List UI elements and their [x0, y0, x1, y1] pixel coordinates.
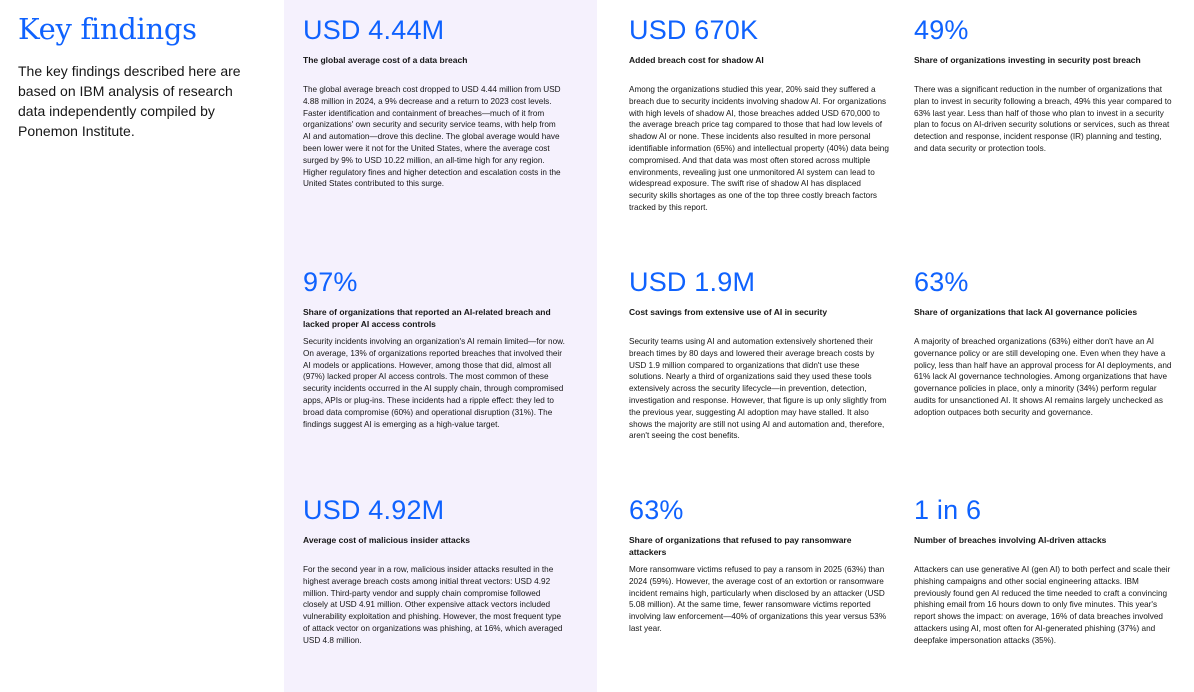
finding-label: Share of organizations that reported an AI-related breach and lacked proper AI access controls [303, 307, 551, 329]
finding-ai-cost-savings [629, 264, 891, 442]
finding-body: Among the organizations studied this year, 20% said they suffered a breach due to security incidents involving shadow AI. For organizations with high levels of shadow AI, those breaches added USD 670,000 to the average breach price tag compared to those that had low levels of shadow AI or none. These incidents also resulted in more personal identifiable information (65%) and intellectual property (40%) data being compromised. And that data was most often stored across multiple environments, revealing just one unmonitored AI system can lead to widespread exposure. The swift rise of shadow AI has displaced security skills shortages as one of the top three costly breach factors tracked by this report. [629, 85, 889, 212]
finding-label: Share of organizations investing in security post breach [914, 55, 1141, 65]
finding-stat: 63% [914, 267, 969, 297]
finding-global-average-cost [303, 12, 565, 190]
finding-stat: USD 4.44M [303, 15, 445, 45]
finding-body: Security teams using AI and automation extensively shortened their breach times by 80 days and lowered their average breach costs by USD 1.9 million compared to organizations that didn't use these solutions. Nearly a third of organizations said they used these tools extensively across the security lifecycle—in prevention, detection, investigation and response. However, that figure is up only slightly from the previous year, suggesting AI adoption may have stalled. It also shows the majority are still not using AI and automation and, therefore, aren't seeing the cost benefits. [629, 337, 887, 441]
finding-body: The global average breach cost dropped to USD 4.44 million from USD 4.88 million in 2024, a 9% decrease and a return to 2023 cost levels. Faster identification and containment of breaches—much of it from organizations' own security and security service teams, with help from AI and automation—drove this decline. The global average would have been lower were it not for the United States, where the average cost surged by 9% to USD 10.22 million, an all-time high for any region. Higher regulatory fines and higher detection and escalation costs in the United States contributed to this surge. [303, 85, 561, 189]
finding-ai-governance [914, 264, 1176, 419]
finding-malicious-insider [303, 492, 565, 647]
intro-text: The key findings described here are based on IBM analysis of research data independently compiled by Ponemon Institute. [18, 63, 241, 139]
finding-stat: 63% [629, 495, 684, 525]
finding-stat: 49% [914, 15, 969, 45]
finding-body: Attackers can use generative AI (gen AI) to both perfect and scale their phishing campaigns and other social engineering attacks. IBM previously found gen AI reduced the time needed to craft a convincing phishing email from 16 hours down to only five minutes. This year's report shows the impact: on average, 16% of data breaches involved attackers using AI, most often for AI-generated phishing (37%) and deepfake impersonation attacks (35%). [914, 565, 1171, 645]
finding-body: More ransomware victims refused to pay a ransom in 2025 (63%) than 2024 (59%). However, the average cost of an extortion or ransomware incident remains high, particularly when disclosed by an attacker (USD 5.08 million). At the same time, fewer ransomware victims reported involving law enforcement—40% of organizations this year versus 53% last year. [629, 565, 887, 633]
finding-stat: USD 670K [629, 15, 759, 45]
finding-label: Share of organizations that lack AI governance policies [914, 307, 1138, 317]
finding-body: For the second year in a row, malicious insider attacks resulted in the highest average breach costs among initial threat vectors: USD 4.92 million. Third-party vendor and supply chain compromise followed closely at USD 4.91 million. Other expensive attack vectors included vulnerability exploitation and phishing. However, the most frequent type of attack vector on organizations was phishing, at 16%, which averaged USD 4.8 million. [303, 565, 563, 645]
finding-label: Average cost of malicious insider attacks [303, 535, 470, 545]
finding-label: Added breach cost for shadow AI [629, 55, 764, 65]
finding-ransomware [629, 492, 891, 635]
finding-ai-access-controls [303, 264, 565, 430]
finding-label: Number of breaches involving AI-driven attacks [914, 535, 1107, 545]
finding-shadow-ai [629, 12, 891, 214]
finding-stat: USD 1.9M [629, 267, 756, 297]
finding-ai-driven-attacks [914, 492, 1176, 647]
page-title: Key findings [18, 12, 197, 46]
finding-stat: 1 in 6 [914, 495, 982, 525]
finding-label: The global average cost of a data breach [303, 55, 468, 65]
finding-security-investment [914, 12, 1176, 155]
finding-label: Share of organizations that refused to pay ransomware attackers [629, 535, 852, 557]
finding-label: Cost savings from extensive use of AI in security [629, 307, 828, 317]
finding-body: A majority of breached organizations (63%) either don't have an AI governance policy or are still developing one. Even when they have a policy, less than half have an approval process for AI deployments, and 61% lack AI governance technologies. Among organizations that have governance policies in place, only a minority (34%) perform regular audits for unsanctioned AI. It shows AI remains largely unchecked as adoption outpaces both security and governance. [914, 337, 1172, 417]
finding-stat: 97% [303, 267, 358, 297]
finding-body: There was a significant reduction in the number of organizations that plan to invest in security following a breach, 49% this year compared to 63% last year. Less than half of those who plan to invest in a security plan to focus on AI-driven security solutions or services, such as threat detection and response, incident response (IR) planning and testing, and data security or protection tools. [914, 85, 1172, 153]
intro-section [18, 10, 258, 141]
finding-body: Security incidents involving an organization's AI remain limited—for now. On average, 13% of organizations reported breaches that involved their AI models or applications. However, among those that did, almost all (97%) lacked proper AI access controls. The most common of these security incidents occurred in the AI supply chain, through compromised apps, APIs or plug-ins. These incidents had a ripple effect: they led to broad data compromise (60%) and operational disruption (31%). The findings suggest AI is emerging as a high-value target. [303, 337, 565, 429]
finding-stat: USD 4.92M [303, 495, 445, 525]
